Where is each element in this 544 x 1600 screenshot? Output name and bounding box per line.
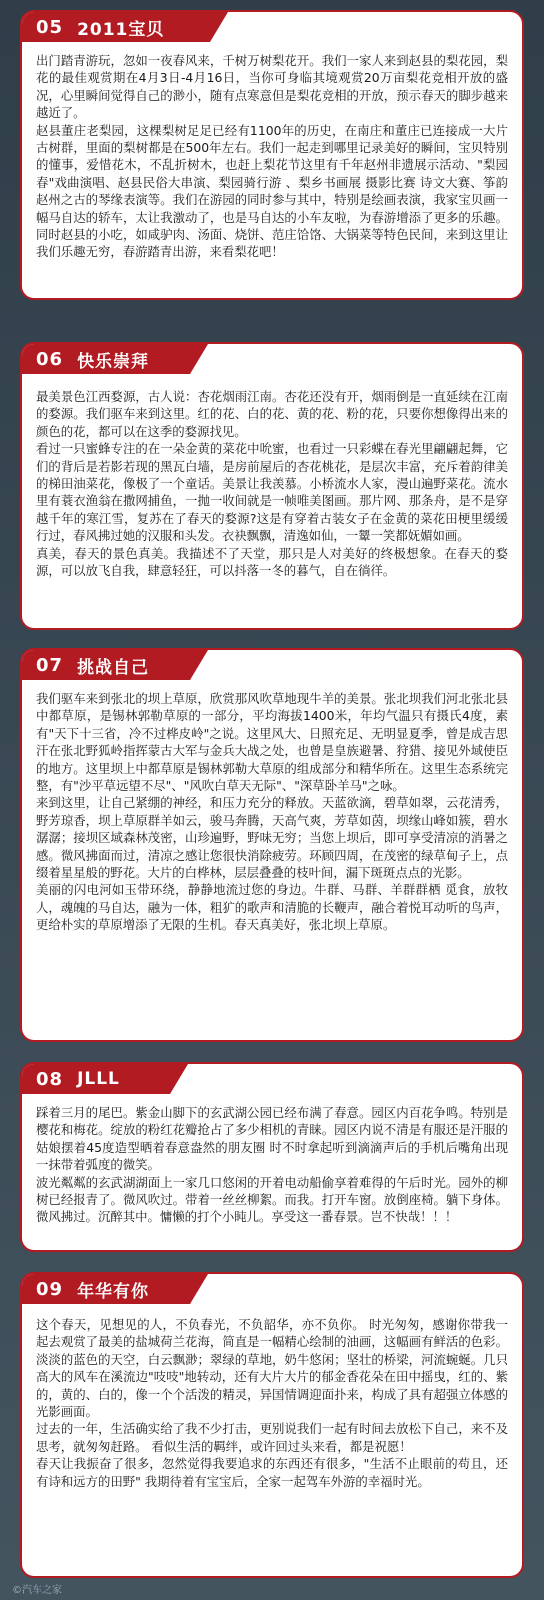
- section-card-06: [20, 342, 524, 630]
- section-body: [36, 1316, 508, 1490]
- paragraph: 赵县董庄老梨园，这棵梨树足足已经有1100年的历史，在南庄和董庄已连接成一大片古树群，里面的梨树都是在500年左右。我们一起走到哪里记录美好的瞬间，宝贝特别的懂事，爱惜花木，不乱折树木，也赶上梨花节这里有千年赵州非遗展示活动、"梨园春"戏曲演唱、赵县民俗大串演、梨园骑行游 、梨乡书画展 摄影比赛 诗文大赛、筝韵赵州之古的琴缘表演等。我们在游园的同时参与其中，特别是绘画表演，我家宝贝画一幅马自达的轿车，太让我激动了，也是马自达的小车友啦，为春游增添了更多的乐趣。同时赵县的小吃，如咸驴肉、汤面、烧饼、范庄饸饹、大锅菜等特色民间，来到这里让我们乐趣无穷，春游踏青出游，来看梨花吧！: [36, 122, 508, 260]
- section-title: JLLL: [77, 1069, 120, 1089]
- section-body: [36, 388, 508, 579]
- section-number: 09: [36, 1278, 64, 1300]
- paragraph: 来到这里，让自己紧绷的神经，和压力充分的释放。天蓝欲滴，碧草如翠，云花清秀，野芳琼香，坝上草原群羊如云，骏马奔腾，天高气爽，芳草如茵，坝缘山峰如簇，碧水潺潺；接坝区域森林茂密，山珍遍野，野味无穷；当您上坝后，即可享受清凉的消暑之感。微风拂面而过，清凉之感让您很快消除疲劳。环顾四周，在茂密的绿草甸子上，点缀着星星般的野花。大片的白桦林，层层叠叠的枝叶间，漏下斑斑点点的光影。: [36, 795, 508, 881]
- section-header-05: [22, 12, 210, 42]
- paragraph: 春天让我振奋了很多，忽然觉得我要追求的东西还有很多，"生活不止眼前的苟且，还有诗和远方的田野" 我期待着有宝宝后，全家一起驾车外游的幸福时光。: [36, 1456, 508, 1489]
- paragraph: 波光粼粼的玄武湖湖面上一家几口悠闲的开着电动船偷享着难得的午后时光。园外的柳树已经报青了。微风吹过。带着一丝丝柳絮。而我。打开车窗。放倒座椅。躺下身体。微风拂过。沉醉其中。慵懒的打个小盹儿。享受这一番春景。岂不快哉！！！: [36, 1174, 508, 1225]
- section-card-09: [20, 1272, 524, 1578]
- paragraph: 踩着三月的尾巴。紫金山脚下的玄武湖公园已经布满了春意。园区内百花争鸣。特别是樱花和梅花。绽放的粉红花瓣抢占了多少相机的青睐。园区内说不清是有服还是汗服的姑娘摆着45度造型晒着春意盎然的朋友圈 时不时拿起听到滴滴声后的手机后嘴角出现一抹带着弧度的微笑。: [36, 1105, 508, 1173]
- section-body: [36, 690, 508, 934]
- section-header-08: [22, 1064, 170, 1094]
- paragraph: 过去的一年，生活确实给了我不少打击，更别说我们一起有时间去放松下自己，来不及思考，就匆匆赶路。 看似生活的羁绊，或许回过头来看，都是祝愿！: [36, 1421, 508, 1454]
- paragraph: 看过一只蜜蜂专注的在一朵金黄的菜花中吮蜜，也看过一只彩蝶在春光里翩翩起舞，它们的背后是若影若现的黑瓦白墙，是房前屋后的杏花桃花，是层次丰富，充斥着韵律美的梯田油菜花，像极了一个童话。美景让我羡慕。小桥流水人家，漫山遍野菜花。流水里有蓑衣渔翁在撒网捕鱼，一抛一收间就是一帧唯美图画。那片网、那条舟，是不是穿越千年的寒江雪，复苏在了春天的婺源?这是有穿着古装女子在金黄的菜花田梗里缓缓行过，春风拂过她的汉服和头发。衣袂飘飘，清逸如仙，一颦一笑都妩媚如画。: [36, 441, 508, 544]
- section-title: 挑战自己: [77, 657, 150, 678]
- section-header-06: [22, 344, 190, 374]
- section-number: 06: [36, 348, 64, 370]
- section-number: 07: [36, 654, 64, 676]
- paragraph: 美丽的闪电河如玉带环绕，静静地流过您的身边。牛群、马群、羊群群栖 觅食，放牧人，魂魄的马自达，融为一体，粗犷的歌声和清脆的长鞭声，融合着悦耳动听的鸟声，更给朴实的草原增添了无限的生机。春天真美好，张北坝上草原。: [36, 882, 508, 933]
- section-number: 05: [36, 16, 64, 38]
- section-card-05: [20, 10, 524, 300]
- watermark: ©汽车之家: [12, 1585, 62, 1596]
- paragraph: 我们驱车来到张北的坝上草原，欣赏那风吹草地现牛羊的美景。张北坝我们河北张北县中都草原，是锡林郭勒草原的一部分，平均海拔1400米，年均气温只有摄氏4度，素有"天下十三省，冷不过桦皮岭"之说。这里风大、日照充足、无明显夏季，曾是成吉思汗在张北野狐岭指挥蒙古大军与金兵大战之处，也曾是皇族避暑、狩猎、接见外域使臣的地方。这里坝上中都草原是锡林郭勒大草原的组成部分和精华所在。这里生态系统完整，有"沙平草远望不尽"、"风吹白草天无际"、"深草卧羊马"之咏。: [36, 691, 508, 794]
- paragraph: 真美，春天的景色真美。我描述不了天堂，那只是人对美好的终极想象。在春天的婺源，可以放飞自我，肆意轻狂，可以抖落一冬的暮气，自在徜徉。: [36, 545, 508, 579]
- paragraph: 最美景色江西婺源，古人说：杏花烟雨江南。杏花还没有开，烟雨倒是一直延续在江南的婺源。我们驱车来到这里。红的花、白的花、黄的花、粉的花，只要你想像得出来的颜色的花，都可以在这季的婺源找见。: [36, 389, 508, 439]
- section-body: [36, 52, 508, 261]
- section-header-09: [22, 1274, 190, 1304]
- section-title: 年华有你: [77, 1281, 150, 1302]
- section-title: 2011宝贝: [77, 19, 165, 40]
- section-title: 快乐崇拜: [77, 351, 150, 372]
- section-header-07: [22, 650, 190, 680]
- paragraph: 这个春天，见想见的人，不负春光，不负韶华，亦不负你。 时光匆匆，感谢你带我一起去观赏了最美的盐城荷兰花海，简直是一幅精心绘制的油画，这幅画有鲜活的色彩。淡淡的蓝色的天空，白云飘渺；翠绿的草地，奶牛悠闲；坚壮的桥梁，河流蜿蜒。几只高大的风车在溪流边"吱吱"地转动，还有大片大片的郁金香花朵在田中摇曳，红的、紫的，黄的、白的，像一个个活泼的精灵，异国情调迎面扑来，构成了具有超强立体感的光影画面。: [36, 1317, 508, 1420]
- section-card-07: [20, 648, 524, 1042]
- paragraph: 出门踏青游玩，忽如一夜春风来，千树万树梨花开。我们一家人来到赵县的梨花园，梨花的最佳观赏期在4月3日-4月16日，当你可身临其境观赏20万亩梨花竞相开放的盛况，心里瞬间觉得自己的渺小，随有点寒意但是梨花竞相的开放，预示春天的脚步越来越近了。: [36, 53, 508, 121]
- section-card-08: [20, 1062, 524, 1252]
- section-number: 08: [36, 1068, 64, 1090]
- section-body: [36, 1104, 508, 1226]
